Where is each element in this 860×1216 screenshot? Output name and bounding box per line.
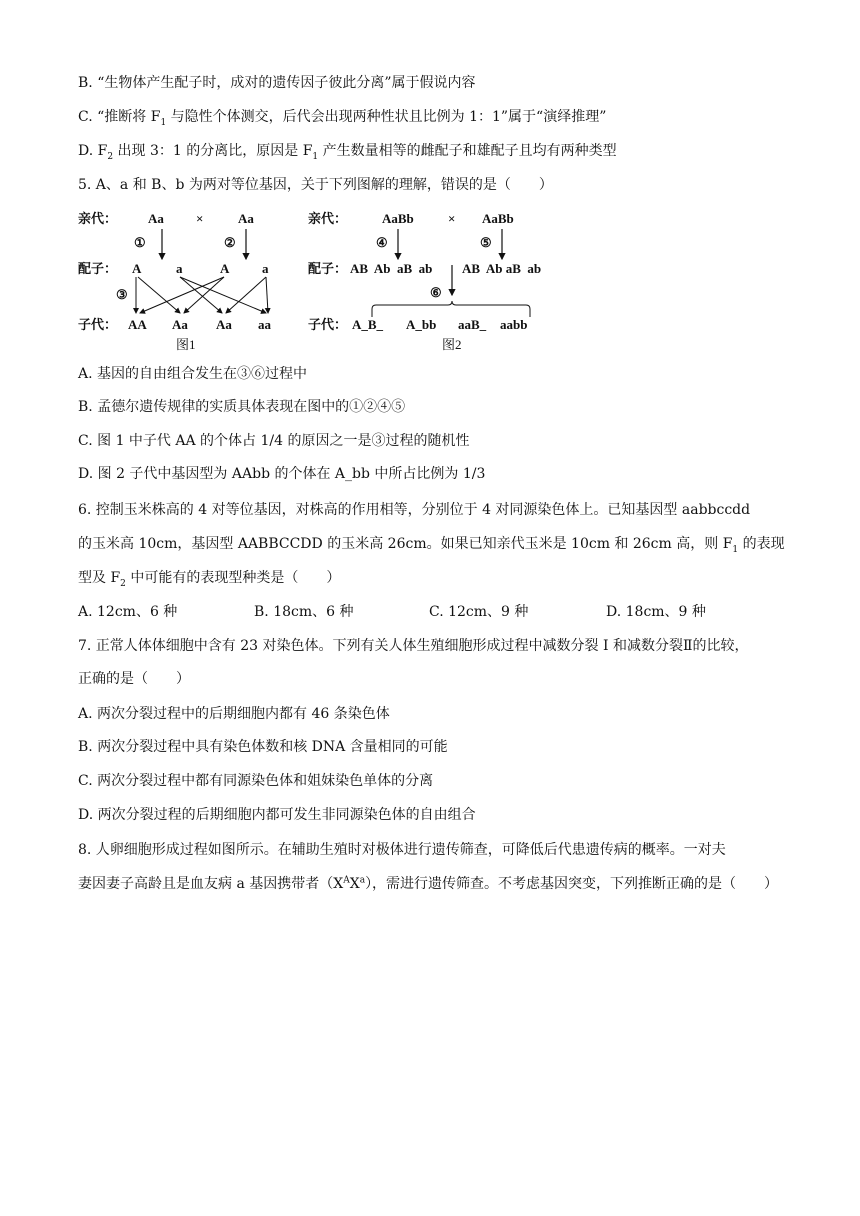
fig2-cross-sign: × <box>448 211 456 226</box>
fig1-gamete-2: a <box>176 261 183 276</box>
fig2-step-6: ⑥ <box>430 285 442 300</box>
fig1-gamete-label: 配子： <box>78 261 118 276</box>
fig1-offspring-4: aa <box>258 317 271 332</box>
q6-option-c: C. 12cm、9 种 <box>429 604 529 620</box>
fig1-step-1: ① <box>134 235 146 250</box>
fig2-gametes-right: AB Ab aB ab <box>462 261 542 276</box>
fig1-gamete-4: a <box>262 261 269 276</box>
fig2-step-4: ④ <box>376 235 388 250</box>
fig1-caption: 图1 <box>176 337 196 352</box>
q8-stem-line2: 妻因妻子高龄且是血友病 a 基因携带者$(X^AX^a)$，需进行遗传筛查。不考虑基因突变，下列推断正确的是（ ） <box>78 875 779 892</box>
fig1-offspring-2: Aa <box>172 317 188 332</box>
fig2-caption: 图2 <box>442 337 462 352</box>
fig1-parent-right: Aa <box>238 211 254 226</box>
fig1-gamete-1: A <box>132 261 142 276</box>
q5-stem: 5. A、a 和 B、b 为两对等位基因，关于下列图解的理解，错误的是（ ） <box>78 177 553 193</box>
fig1-parent-label: 亲代： <box>78 211 118 226</box>
fig2-parent-right: AaBb <box>482 211 514 226</box>
q7-option-b: B. 两次分裂过程中具有染色体数和核 DNA 含量相同的可能 <box>78 739 448 755</box>
fig1-gamete-3: A <box>220 261 230 276</box>
genetics-cross-diagram <box>76 205 556 355</box>
fig2-gamete-label: 配子： <box>308 261 348 276</box>
q5-option-b: B. 孟德尔遗传规律的实质具体表现在图中的①②④⑤ <box>78 399 406 415</box>
q6-stem-line3: 型及 $F_2$ 中可能有的表现型种类是（ ） <box>78 570 341 589</box>
q6-option-a: A. 12cm、6 种 <box>78 604 178 620</box>
q4-option-d: D. $F_2$ 出现 3：1 的分离比，原因是 $F_1$ 产生数量相等的雌配子和雄配子且均有两种类型 <box>78 143 617 162</box>
q7-option-c: C. 两次分裂过程中都有同源染色体和姐妹染色单体的分离 <box>78 773 434 789</box>
fig2-offspring-1: A_B_ <box>352 317 384 332</box>
q6-stem-line2: 的玉米高 10cm，基因型 AABBCCDD 的玉米高 26cm。如果已知亲代玉米是 10cm 和 26cm 高，则 $F_1$ 的表现 <box>78 536 785 555</box>
q6-option-b: B. 18cm、6 种 <box>254 604 354 620</box>
q7-stem-line2: 正确的是（ ） <box>78 671 190 687</box>
q8-stem-line1: 8. 人卵细胞形成过程如图所示。在辅助生殖时对极体进行遗传筛查，可降低后代患遗传病的概率。一对夫 <box>78 842 726 858</box>
q7-option-a: A. 两次分裂过程中的后期细胞内都有 46 条染色体 <box>78 706 390 722</box>
q5-option-a: A. 基因的自由组合发生在③⑥过程中 <box>78 366 308 382</box>
q6-options <box>78 602 778 622</box>
q4-option-c: C. “推断将 $F_1$ 与隐性个体测交，后代会出现两种性状且比例为 1：1”属于“演绎推理” <box>78 109 607 128</box>
fig1-offspring-1: AA <box>128 317 147 332</box>
fig2-brace <box>372 301 530 317</box>
q7-stem-line1: 7. 正常人体体细胞中含有 23 对染色体。下列有关人体生殖细胞形成过程中减数分裂 I 和减数分裂Ⅱ的比较， <box>78 638 749 654</box>
q6-option-d: D. 18cm、9 种 <box>606 604 706 620</box>
q5-option-d: D. 图 2 子代中基因型为 AAbb 的个体在 A_bb 中所占比例为 1/3 <box>78 466 486 482</box>
fig1-parent-left: Aa <box>148 211 164 226</box>
fig1-cross-sign: × <box>196 211 204 226</box>
fig2-parent-label: 亲代： <box>308 211 348 226</box>
fig2-offspring-label: 子代： <box>308 317 348 332</box>
q4-option-b: B. “生物体产生配子时，成对的遗传因子彼此分离”属于假说内容 <box>78 75 476 91</box>
fig1-offspring-label: 子代： <box>78 317 118 332</box>
q6-stem-line1: 6. 控制玉米株高的 4 对等位基因，对株高的作用相等，分别位于 4 对同源染色体上。已知基因型 aabbccdd <box>78 502 751 518</box>
fig1-offspring-3: Aa <box>216 317 232 332</box>
fig1-step-3: ③ <box>116 287 128 302</box>
q7-option-d: D. 两次分裂过程的后期细胞内都可发生非同源染色体的自由组合 <box>78 807 476 823</box>
fig2-offspring-4: aabb <box>500 317 528 332</box>
fig1-combination-arrows <box>136 277 268 313</box>
fig2-parent-left: AaBb <box>382 211 414 226</box>
fig2-offspring-3: aaB_ <box>458 317 487 332</box>
fig2-gametes-left: AB Ab aB ab <box>350 261 433 276</box>
fig2-offspring-2: A_bb <box>406 317 437 332</box>
q5-option-c: C. 图 1 中子代 AA 的个体占 1/4 的原因之一是③过程的随机性 <box>78 433 470 449</box>
fig1-step-2: ② <box>224 235 236 250</box>
fig2-step-5: ⑤ <box>480 235 492 250</box>
